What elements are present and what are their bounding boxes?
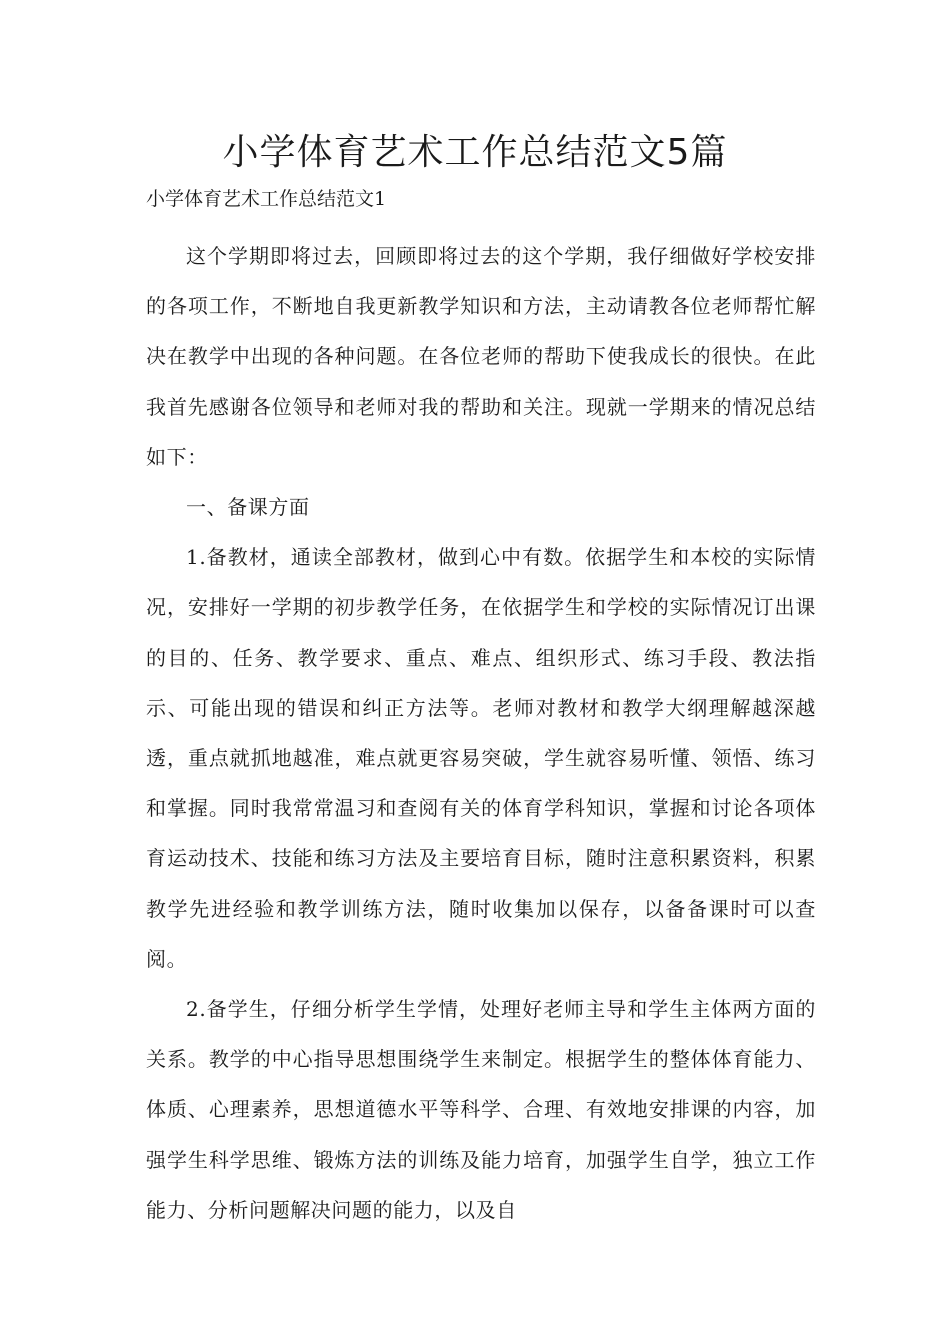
paragraph-prepare-materials: 1.备教材，通读全部教材，做到心中有数。依据学生和本校的实际情况，安排好一学期的初步教学任务，在依据学生和学校的实际情况订出课的目的、任务、教学要求、重点、难点、组织形式、练习手段、教法指示、可能出现的错误和纠正方法等。老师对教材和教学大纲理解越深越透，重点就抓地越准，难点就更容易突破，学生就容易听懂、领悟、练习和掌握。同时我常常温习和查阅有关的体育学科知识，掌握和讨论各项体育运动技术、技能和练习方法及主要培育目标，随时注意积累资料，积累教学先进经验和教学训练方法，随时收集加以保存，以备备课时可以查阅。 (146, 545, 816, 971)
paragraph-prepare-students: 2.备学生，仔细分析学生学情，处理好老师主导和学生主体两方面的关系。教学的中心指导思想围绕学生来制定。根据学生的整体体育能力、体质、心理素养，思想道德水平等科学、合理、有效地安排课的内容，加强学生科学思维、锻炼方法的训练及能力培育，加强学生自学，独立工作能力、分析问题解决问题的能力，以及自 (146, 997, 816, 1222)
document-title: 小学体育艺术工作总结范文5篇 (222, 132, 728, 173)
paragraph-intro: 这个学期即将过去，回顾即将过去的这个学期，我仔细做好学校安排的各项工作，不断地自我更新教学知识和方法，主动请教各位老师帮忙解决在教学中出现的各种问题。在各位老师的帮助下使我成长的很快。在此我首先感谢各位领导和老师对我的帮助和关注。现就一学期来的情况总结如下： (146, 244, 816, 469)
document-subtitle: 小学体育艺术工作总结范文1 (146, 188, 387, 210)
document-body (146, 231, 816, 1235)
section-heading-lesson-prep: 一、备课方面 (186, 495, 310, 520)
